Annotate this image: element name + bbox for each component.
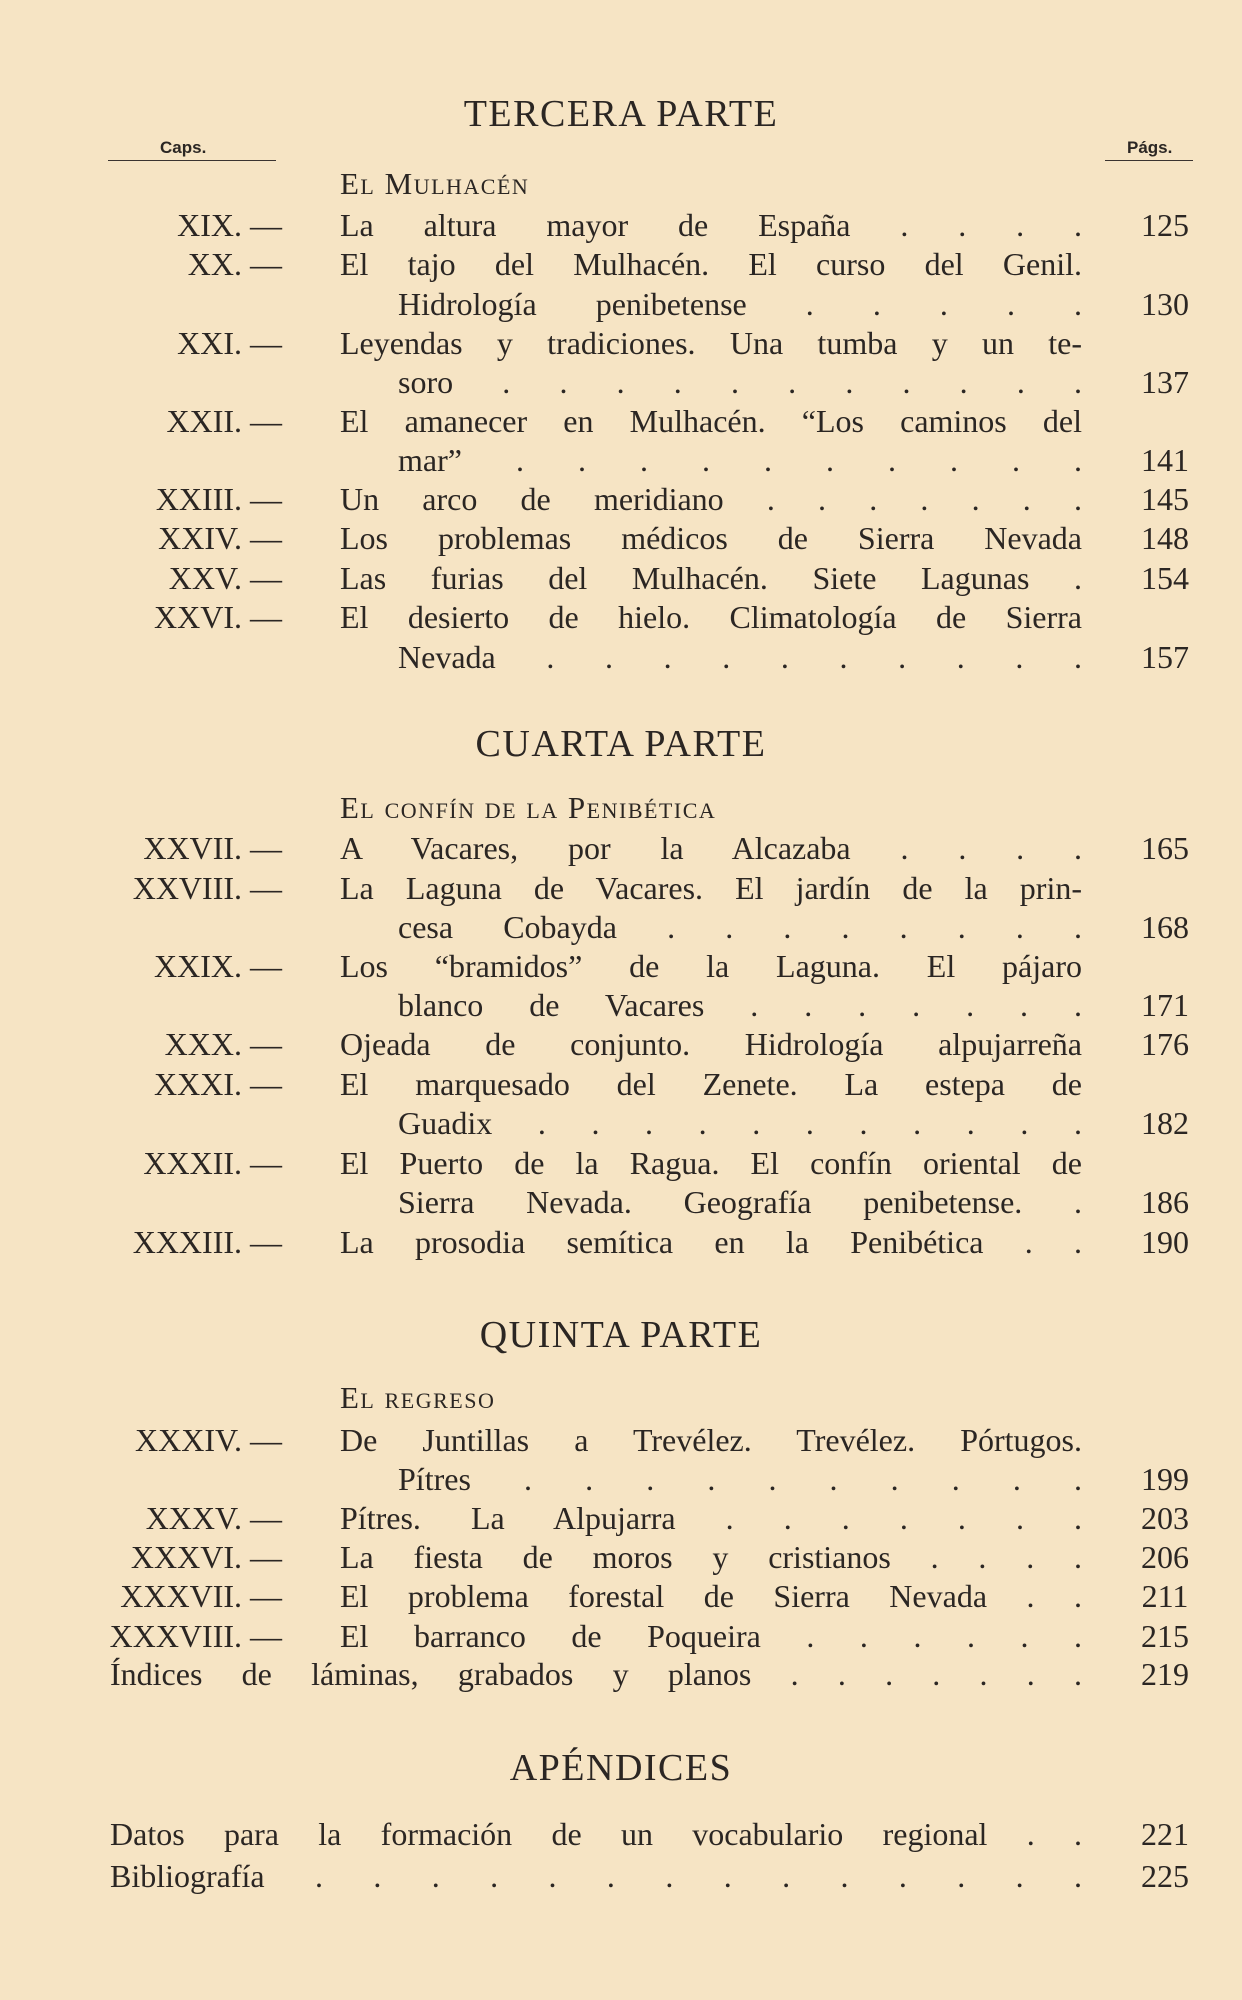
entry-title: Los “bramidos” de la Laguna. El pájaro	[340, 948, 1082, 984]
entry-title: Pítres. La Alpujarra . . . . . . .	[340, 1500, 1082, 1536]
entry-title: El problema forestal de Sierra Nevada . .	[340, 1578, 1082, 1614]
entry-title-continuation: soro . . . . . . . . . . .	[398, 364, 1082, 400]
page-number: 203	[1141, 1500, 1189, 1536]
page-number: 145	[1141, 481, 1189, 517]
pags-header-rule	[1105, 160, 1193, 161]
chapter-number: XXVIII. —	[132, 870, 282, 906]
entry-title: La prosodia semítica en la Penibética . .	[340, 1224, 1082, 1260]
toc-entry-continuation	[0, 907, 1242, 947]
pags-column-header: Págs.	[1127, 138, 1173, 157]
chapter-number: XXXII. —	[143, 1145, 282, 1181]
toc-entry	[0, 1420, 1242, 1460]
toc-entry	[0, 323, 1242, 363]
page-number: 182	[1141, 1105, 1189, 1141]
page-number: 125	[1141, 207, 1189, 243]
toc-entry	[0, 518, 1242, 558]
chapter-number: XXI. —	[177, 325, 282, 361]
page-number: 168	[1141, 909, 1189, 945]
part-title-cuarta: CUARTA PARTE	[475, 723, 767, 765]
entry-title: El barranco de Poqueira . . . . . .	[340, 1618, 1082, 1654]
toc-entry-continuation	[0, 985, 1242, 1025]
toc-entry	[0, 1537, 1242, 1577]
toc-entry	[0, 1654, 1242, 1694]
entry-title: A Vacares, por la Alcazaba . . . .	[340, 830, 1082, 866]
page-number: 176	[1141, 1026, 1189, 1062]
toc-entry	[0, 205, 1242, 245]
toc-entry	[0, 1616, 1242, 1656]
page-number: 148	[1141, 520, 1189, 556]
toc-entry	[0, 479, 1242, 519]
part-title-tercera: TERCERA PARTE	[463, 93, 779, 135]
part-title-quinta: QUINTA PARTE	[479, 1314, 763, 1356]
chapter-number: XXXIII. —	[132, 1224, 282, 1260]
chapter-number: XXX. —	[164, 1026, 282, 1062]
chapter-number: XXVI. —	[154, 599, 282, 635]
toc-entry	[0, 1576, 1242, 1616]
toc-entry-continuation	[0, 1103, 1242, 1143]
part-title-apendices: APÉNDICES	[509, 1747, 733, 1789]
chapter-number: XXXV. —	[145, 1500, 282, 1536]
entry-title: Las furias del Mulhacén. Siete Lagunas .	[340, 560, 1082, 596]
toc-entry-continuation	[0, 1459, 1242, 1499]
chapter-number: XXIV. —	[158, 520, 282, 556]
entry-title-continuation: Hidrología penibetense . . . . .	[398, 286, 1082, 322]
page-number: 154	[1141, 560, 1189, 596]
page-number: 221	[1141, 1816, 1189, 1852]
toc-entry	[0, 1143, 1242, 1183]
toc-entry	[0, 828, 1242, 868]
entry-title: Ojeada de conjunto. Hidrología alpujarreña	[340, 1026, 1082, 1062]
toc-entry	[0, 946, 1242, 986]
page-number: 165	[1141, 830, 1189, 866]
chapter-number: XXXVII. —	[120, 1578, 282, 1614]
page-number: 219	[1141, 1656, 1189, 1692]
chapter-number: XX. —	[187, 246, 282, 282]
toc-entry	[0, 1814, 1242, 1854]
chapter-number: XIX. —	[177, 207, 282, 243]
toc-entry-continuation	[0, 440, 1242, 480]
entry-title: Un arco de meridiano . . . . . . .	[340, 481, 1082, 517]
toc-entry	[0, 244, 1242, 284]
page-number: 211	[1141, 1578, 1189, 1614]
entry-title: La Laguna de Vacares. El jardín de la prin-	[340, 870, 1082, 906]
page-number: 137	[1141, 364, 1189, 400]
page-number: 157	[1141, 639, 1189, 675]
toc-entry-continuation	[0, 362, 1242, 402]
section-title: El confín de la Penibética	[340, 790, 717, 825]
toc-entry	[0, 597, 1242, 637]
chapter-number: XXII. —	[166, 403, 282, 439]
entry-title: De Juntillas a Trevélez. Trevélez. Pórtugos.	[340, 1422, 1082, 1458]
entry-title-continuation: mar” . . . . . . . . . .	[398, 442, 1082, 478]
toc-entry-continuation	[0, 637, 1242, 677]
caps-header-rule	[108, 160, 276, 161]
page-number: 186	[1141, 1184, 1189, 1220]
page-number: 171	[1141, 987, 1189, 1023]
page-number: 199	[1141, 1461, 1189, 1497]
toc-entry	[0, 868, 1242, 908]
entry-title-continuation: Sierra Nevada. Geografía penibetense. .	[398, 1184, 1082, 1220]
chapter-number: XXXI. —	[154, 1066, 282, 1102]
toc-entry	[0, 558, 1242, 598]
entry-title-continuation: Guadix . . . . . . . . . . .	[398, 1105, 1082, 1141]
toc-entry	[0, 1024, 1242, 1064]
toc-entry-continuation	[0, 284, 1242, 324]
entry-title-continuation: cesa Cobayda . . . . . . . .	[398, 909, 1082, 945]
section-title: El regreso	[340, 1380, 496, 1415]
chapter-number: XXIX. —	[154, 948, 282, 984]
entry-title: La altura mayor de España . . . .	[340, 207, 1082, 243]
entry-title: El marquesado del Zenete. La estepa de	[340, 1066, 1082, 1102]
entry-title-continuation: Nevada . . . . . . . . . .	[398, 639, 1082, 675]
entry-title: Leyendas y tradiciones. Una tumba y un te-	[340, 325, 1082, 361]
section-title: El Mulhacén	[340, 166, 530, 201]
chapter-number: XXV. —	[168, 560, 282, 596]
page-number: 225	[1141, 1858, 1189, 1894]
entry-title-continuation: Pítres . . . . . . . . . .	[398, 1461, 1082, 1497]
entry-title: Datos para la formación de un vocabulario regional . .	[110, 1816, 1082, 1852]
toc-entry	[0, 1064, 1242, 1104]
chapter-number: XXXVI. —	[130, 1539, 282, 1575]
entry-title: El tajo del Mulhacén. El curso del Genil.	[340, 246, 1082, 282]
page-number: 141	[1141, 442, 1189, 478]
caps-column-header: Caps.	[160, 138, 207, 157]
entry-title: Índices de láminas, grabados y planos . . . . . . .	[110, 1656, 1082, 1692]
toc-entry	[0, 401, 1242, 441]
page-number: 215	[1141, 1618, 1189, 1654]
toc-entry	[0, 1498, 1242, 1538]
chapter-number: XXXIV. —	[135, 1422, 282, 1458]
entry-title: La fiesta de moros y cristianos . . . .	[340, 1539, 1082, 1575]
entry-title: El Puerto de la Ragua. El confín oriental de	[340, 1145, 1082, 1181]
entry-title: El desierto de hielo. Climatología de Sierra	[340, 599, 1082, 635]
page-number: 130	[1141, 286, 1189, 322]
entry-title-continuation: blanco de Vacares . . . . . . .	[398, 987, 1082, 1023]
entry-title: Los problemas médicos de Sierra Nevada	[340, 520, 1082, 556]
toc-entry-continuation	[0, 1182, 1242, 1222]
chapter-number: XXIII. —	[155, 481, 282, 517]
toc-entry	[0, 1856, 1242, 1896]
chapter-number: XXXVIII. —	[109, 1618, 282, 1654]
entry-title: Bibliografía . . . . . . . . . . . . . .	[110, 1858, 1082, 1894]
toc-entry	[0, 1222, 1242, 1262]
page-number: 190	[1141, 1224, 1189, 1260]
entry-title: El amanecer en Mulhacén. “Los caminos del	[340, 403, 1082, 439]
chapter-number: XXVII. —	[143, 830, 282, 866]
page-number: 206	[1141, 1539, 1189, 1575]
